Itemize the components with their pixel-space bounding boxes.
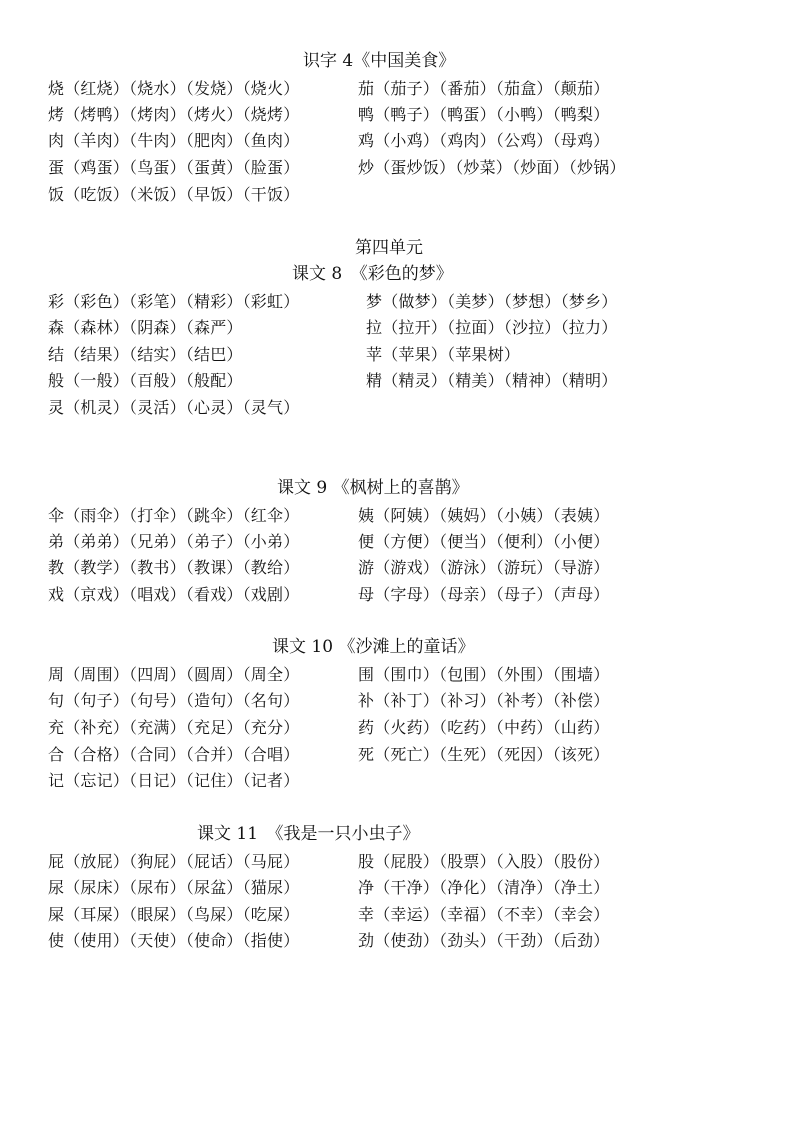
word-line: 尿（尿床）（尿布）（尿盆）（猫尿） <box>48 878 300 897</box>
word-line: 烧（红烧）（烧水）（发烧）（烧火） <box>48 79 300 98</box>
word-line: 补（补丁）（补习）（补考）（补偿） <box>358 691 610 710</box>
word-line: 精（精灵）（精美）（精神）（精明） <box>366 371 618 390</box>
word-line: 茄（茄子）（番茄）（茄盒）（颠茄） <box>358 79 610 98</box>
word-line: 拉（拉开）（拉面）（沙拉）（拉力） <box>366 318 618 337</box>
word-line: 围（围巾）（包围）（外围）（围墙） <box>358 665 610 684</box>
word-line: 劲（使劲）（劲头）（干劲）（后劲） <box>358 931 610 950</box>
word-line: 饭（吃饭）（米饭）（早饭）（干饭） <box>48 185 300 204</box>
word-line: 鸭（鸭子）（鸭蛋）（小鸭）（鸭梨） <box>358 105 610 124</box>
word-line: 教（教学）（教书）（教课）（教给） <box>48 558 300 577</box>
word-line: 幸（幸运）（幸福）（不幸）（幸会） <box>358 905 610 924</box>
word-line: 伞（雨伞）（打伞）（跳伞）（红伞） <box>48 506 300 525</box>
word-line: 充（补充）（充满）（充足）（充分） <box>48 718 300 737</box>
word-line: 肉（羊肉）（牛肉）（肥肉）（鱼肉） <box>48 131 300 150</box>
word-line: 便（方便）（便当）（便利）（小便） <box>358 532 610 551</box>
word-line: 周（周围）（四周）（圆周）（周全） <box>48 665 300 684</box>
word-line: 合（合格）（合同）（合并）（合唱） <box>48 745 300 764</box>
word-line: 屎（耳屎）（眼屎）（鸟屎）（吃屎） <box>48 905 300 924</box>
word-line: 灵（机灵）（灵活）（心灵）（灵气） <box>48 398 300 417</box>
word-line: 药（火药）（吃药）（中药）（山药） <box>358 718 610 737</box>
word-line: 母（字母）（母亲）（母子）（声母） <box>358 585 610 604</box>
word-line: 姨（阿姨）（姨妈）（小姨）（表姨） <box>358 506 610 525</box>
word-line: 使（使用）（天使）（使命）（指使） <box>48 931 300 950</box>
word-line: 梦（做梦）（美梦）（梦想）（梦乡） <box>366 292 618 311</box>
word-line: 炒（蛋炒饭）（炒菜）（炒面）（炒锅） <box>358 158 626 177</box>
word-line: 苹（苹果）（苹果树） <box>366 345 521 364</box>
section-title: 课文 11 《我是一只小虫子》 <box>197 824 420 844</box>
word-line: 句（句子）（句号）（造句）（名句） <box>48 691 300 710</box>
section-title: 课文 8 《彩色的梦》 <box>292 264 453 284</box>
word-line: 蛋（鸡蛋）（鸟蛋）（蛋黄）（脸蛋） <box>48 158 300 177</box>
word-line: 股（屁股）（股票）（入股）（股份） <box>358 852 610 871</box>
word-line: 鸡（小鸡）（鸡肉）（公鸡）（母鸡） <box>358 131 610 150</box>
word-line: 弟（弟弟）（兄弟）（弟子）（小弟） <box>48 532 300 551</box>
word-line: 净（干净）（净化）（清净）（净土） <box>358 878 610 897</box>
word-line: 戏（京戏）（唱戏）（看戏）（戏剧） <box>48 585 300 604</box>
word-line: 结（结果）（结实）（结巴） <box>48 345 243 364</box>
unit-title: 第四单元 <box>355 238 423 258</box>
word-line: 死（死亡）（生死）（死因）（该死） <box>358 745 610 764</box>
word-line: 彩（彩色）（彩笔）（精彩）（彩虹） <box>48 292 300 311</box>
section-title: 课文 9 《枫树上的喜鹊》 <box>277 478 469 498</box>
word-line: 记（忘记）（日记）（记住）（记者） <box>48 771 300 790</box>
section-title: 识字 4《中国美食》 <box>303 51 456 71</box>
word-line: 屁（放屁）（狗屁）（屁话）（马屁） <box>48 852 300 871</box>
section-title: 课文 10 《沙滩上的童话》 <box>272 637 475 657</box>
word-line: 烤（烤鸭）（烤肉）（烤火）（烧烤） <box>48 105 300 124</box>
word-line: 游（游戏）（游泳）（游玩）（导游） <box>358 558 610 577</box>
word-line: 般（一般）（百般）（般配） <box>48 371 243 390</box>
word-line: 森（森林）（阴森）（森严） <box>48 318 243 337</box>
